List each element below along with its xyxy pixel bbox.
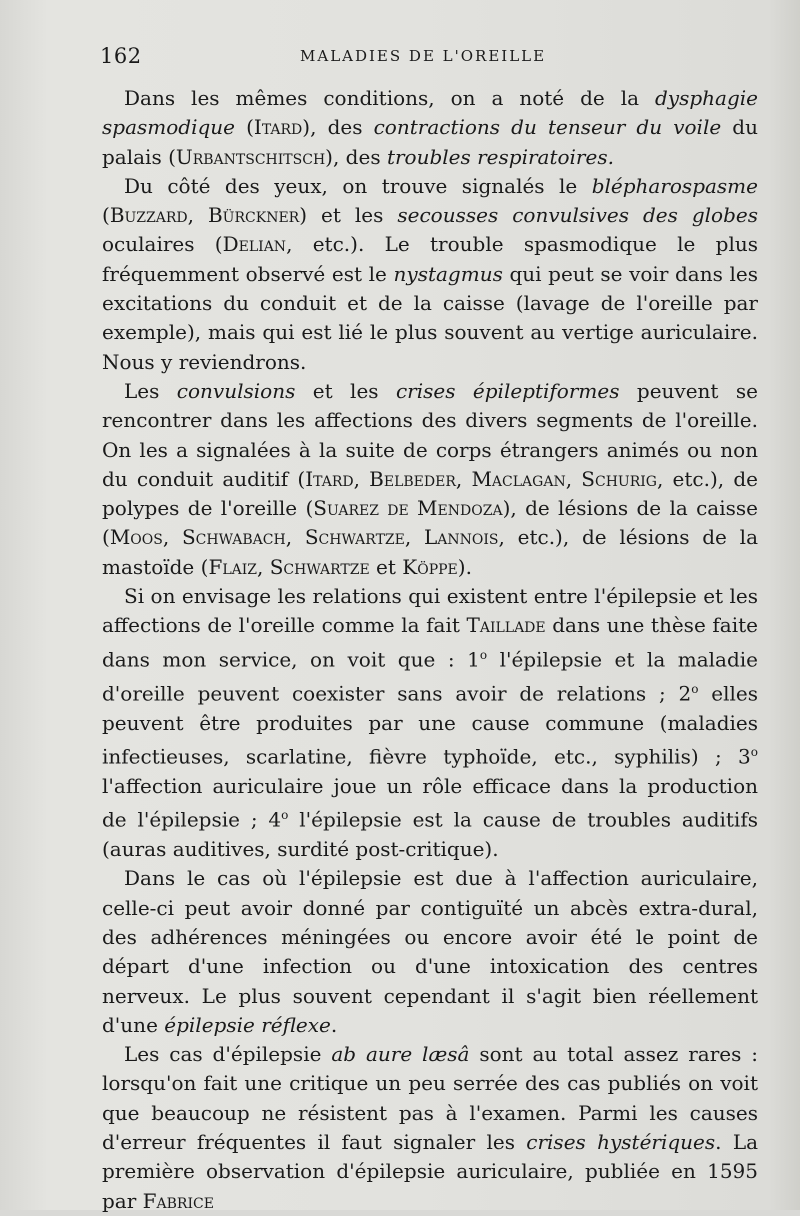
paragraph: [102, 172, 758, 377]
text-segment: nystagmus: [393, 261, 503, 286]
text-segment: crises hystériques: [526, 1130, 716, 1155]
text-segment: (: [102, 203, 110, 228]
text-segment: Köppe: [402, 554, 458, 579]
text-segment: ab aure læsâ: [331, 1042, 470, 1067]
text-segment: peuvent se rencontrer dans les affections des divers segments de l'oreille. On les a signalées à la suite de corps étrangers animés ou non du conduit auditif (: [102, 378, 758, 491]
text-segment: sont au total assez rares : lorsqu'on fait une critique un peu serrée des cas publiés on voit que beaucoup ne résistent pas à l'examen. Parmi les causes d'erreur fréquentes il faut signaler les: [102, 1042, 758, 1155]
text-segment: o: [479, 647, 488, 662]
text-segment: l'épilepsie et la maladie d'oreille peuvent coexister sans avoir de relations ; 2: [102, 647, 759, 706]
text-segment: ), des: [325, 144, 387, 169]
text-segment: oculaires (: [102, 232, 223, 257]
paragraph: [102, 582, 758, 864]
text-segment: Taillade: [466, 613, 546, 638]
paragraph: [102, 864, 758, 1040]
text-segment: Flaiz, Schwartze: [208, 554, 370, 579]
text-segment: Suarez de Mendoza: [313, 496, 503, 521]
text-segment: (: [234, 115, 254, 140]
text-segment: l'épilepsie est la cause de troubles auditifs (auras auditives, surdité post-critique).: [102, 807, 758, 862]
text-segment: qui peut se voir dans les excitations du conduit et de la caisse (lavage de l'oreille par exemple), mais qui est lié le plus souvent au vertige auriculaire. Nous y reviendrons.: [102, 261, 758, 374]
text-segment: épilepsie réflexe: [164, 1012, 331, 1037]
text-segment: Dans les mêmes conditions, on a noté de la: [124, 86, 655, 110]
page-number: 162: [100, 44, 142, 68]
page-header: [100, 44, 760, 74]
running-title: MALADIES DE L'OREILLE: [300, 47, 547, 65]
body-text: [102, 84, 758, 1216]
text-segment: o: [281, 808, 289, 823]
paragraph: [102, 1040, 758, 1216]
text-segment: ).: [457, 554, 472, 579]
text-segment: contractions du tenseur du voile: [373, 115, 722, 140]
text-segment: dans une thèse faite dans mon service, on voit que : 1: [102, 613, 758, 672]
text-segment: Moos, Schwabach, Schwartze, Lannois: [109, 525, 499, 550]
text-segment: Urbantschitsch: [175, 144, 326, 169]
text-segment: ) et les: [299, 203, 398, 228]
text-segment: Du côté des yeux, on trouve signalés le: [124, 173, 592, 198]
text-segment: Itard: [253, 115, 303, 140]
text-segment: et les: [295, 378, 396, 403]
text-segment: convulsions: [176, 378, 296, 403]
text-segment: Les: [124, 378, 177, 403]
text-segment: o: [691, 681, 699, 696]
text-segment: Fabrice: [142, 1188, 214, 1213]
text-segment: troubles respiratoires.: [386, 144, 614, 169]
text-segment: secousses convulsives des globes: [397, 203, 759, 228]
text-segment: du palais (: [102, 115, 758, 169]
text-segment: Buzzard, Bürckner: [109, 203, 300, 228]
text-segment: Si on envisage les relations qui existent entre l'épilepsie et les affections de l'oreille comme la fait: [102, 584, 758, 638]
paragraph: [102, 84, 758, 172]
text-segment: blépharospasme: [591, 173, 758, 198]
text-segment: elles peuvent être produites par une cause commune (maladies infectieuses, scarlatine, fièvre typhoïde, etc., syphilis) ; 3: [102, 681, 759, 769]
text-segment: Delian: [222, 232, 287, 257]
text-segment: . La première observation d'épilepsie auriculaire, publiée en 1595 par: [102, 1130, 759, 1213]
text-segment: ), des: [302, 115, 374, 140]
text-segment: , etc.), de polypes de l'oreille (: [102, 466, 758, 521]
text-segment: et: [369, 554, 403, 579]
text-segment: l'affection auriculaire joue un rôle efficace dans la production de l'épilepsie ; 4: [102, 773, 758, 832]
text-segment: , etc.). Le trouble spasmodique le plus fréquemment observé est le: [102, 232, 758, 286]
text-segment: crises épileptiformes: [395, 378, 620, 403]
text-segment: .: [330, 1012, 338, 1037]
text-segment: dysphagie spasmodique: [102, 86, 758, 140]
paragraph: [102, 377, 758, 582]
text-segment: Dans le cas où l'épilepsie est due à l'affection auriculaire, celle-ci peut avoir donné par contiguïté un abcès extra-dural, des adhérences méningées ou encore avoir été le point de départ d'une infection ou d'une intoxication des centres nerveux. Le plus souvent cependant il s'agit bien réellement d'une: [102, 866, 758, 1037]
text-segment: , etc.), de lésions de la mastoïde (: [102, 525, 758, 579]
text-segment: ), de lésions de la caisse (: [102, 496, 758, 550]
text-segment: o: [750, 744, 758, 759]
text-segment: Les cas d'épilepsie: [124, 1042, 332, 1067]
text-segment: Itard, Belbeder, Maclagan, Schurig: [305, 466, 657, 491]
